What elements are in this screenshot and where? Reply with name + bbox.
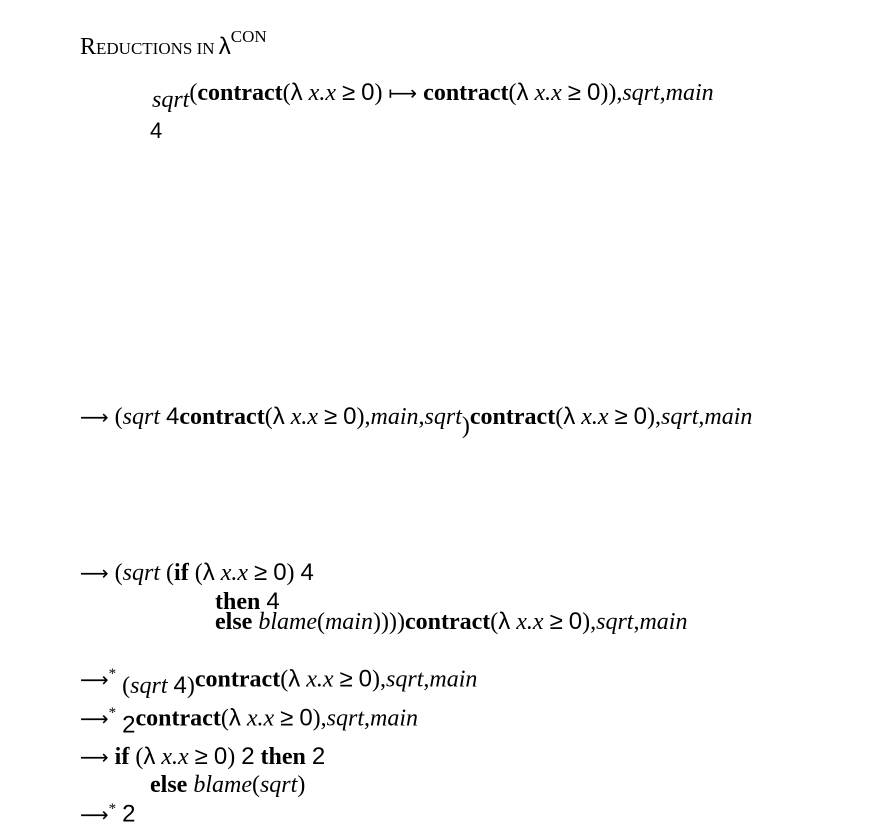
reduction-step-3: ⟶* (sqrt 4)contract(λ x.x ≥ 0),sqrt,main <box>80 665 478 700</box>
reduction-step-4: ⟶* 2contract(λ x.x ≥ 0),sqrt,main <box>80 704 419 739</box>
reduction-step-5-else: else blame(sqrt) <box>150 772 306 798</box>
reduction-step-5-if: ⟶ if (λ x.x ≥ 0) 2 then 2 <box>80 743 326 770</box>
reduction-step-2-else: else blame(main))))contract(λ x.x ≥ 0),sqrt,main <box>215 608 688 635</box>
section-title: REDUCTIONS IN $\lambda^{CON}$ <box>80 27 267 60</box>
reduction-rule-line: sqrt(contract(λ x.x ≥ 0) ⟼ contract(λ x.x ≥ 0)),sqrt,main <box>152 79 714 114</box>
reduction-step-1: ⟶ (sqrt 4contract(λ x.x ≥ 0),main,sqrt)contract(λ x.x ≥ 0),sqrt,main <box>80 403 753 440</box>
subscript-four: 4 <box>150 118 163 143</box>
reduction-step-6: ⟶* 2 <box>80 800 136 828</box>
reduction-step-2-if: ⟶ (sqrt (if (λ x.x ≥ 0) 4 <box>80 559 314 586</box>
reduction-step-2-then: then 4 <box>215 588 280 615</box>
